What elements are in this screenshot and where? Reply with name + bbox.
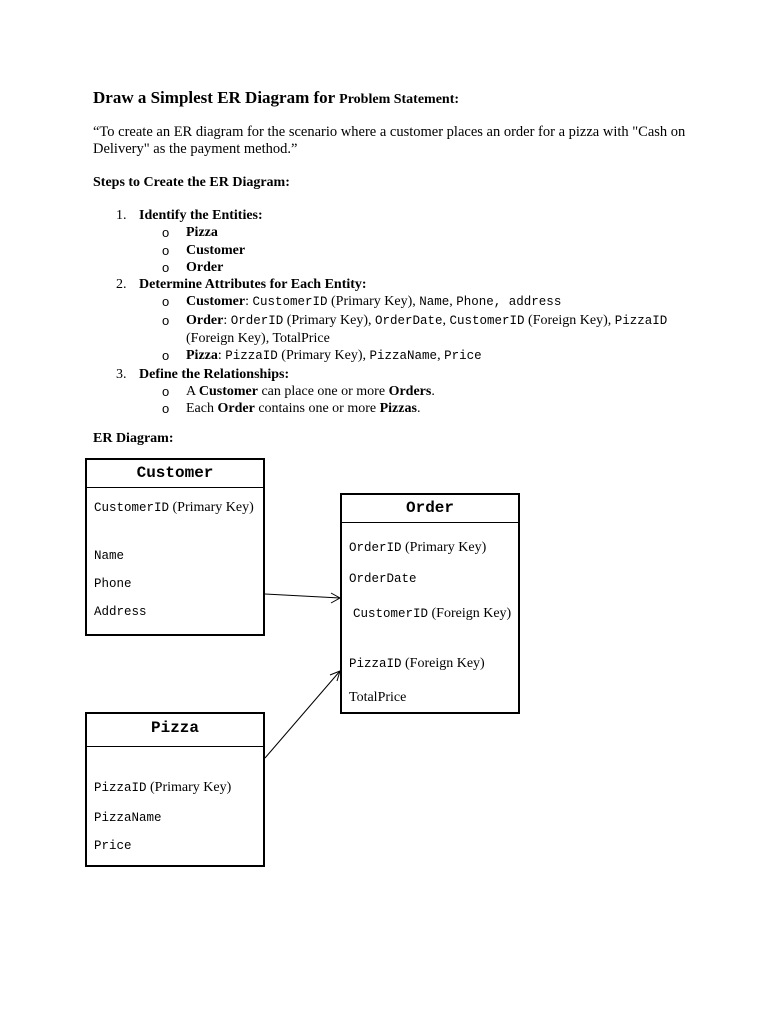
relationship-text: . (431, 383, 435, 399)
title-main: Draw a Simplest ER Diagram for (93, 88, 335, 107)
entity-name: Pizza (186, 225, 218, 241)
entity-name: Customer (186, 242, 246, 258)
entity-attribute (349, 605, 512, 623)
bullet-icon: o (162, 383, 170, 399)
pizza-order-connector (265, 671, 340, 758)
attribute-code: CustomerID (449, 313, 525, 328)
attribute-code: CustomerID (252, 295, 328, 310)
bullet-icon: o (162, 401, 170, 417)
entity-attribute (94, 603, 257, 621)
attribute-code: Name (419, 295, 450, 310)
separator: : (245, 294, 253, 310)
entity-attribute (94, 837, 257, 855)
entity-name: Order (186, 259, 224, 275)
step-number: 2. (116, 277, 127, 293)
step-heading: Define the Relationships: (139, 366, 290, 382)
attribute-code: Price (444, 349, 482, 364)
attribute-code: PizzaName (369, 349, 438, 364)
attribute-note: (Primary Key), (283, 312, 375, 328)
attribute-code: Address (94, 605, 147, 619)
list-item (0, 259, 768, 276)
bullet-icon: o (162, 348, 170, 364)
attribute-note: , (437, 348, 445, 364)
entity-attribute (349, 655, 512, 673)
step-number: 3. (116, 366, 127, 382)
list-item (0, 293, 768, 311)
entity-title: Customer (87, 460, 263, 488)
separator: : (223, 312, 231, 328)
attribute-note: , (442, 312, 450, 328)
relationship-text: Each (186, 401, 218, 417)
title-tail: Problem Statement: (339, 92, 460, 107)
attribute-note: (Primary Key) (146, 780, 232, 795)
step-identify-entities (0, 207, 768, 224)
entity-attribute (94, 575, 257, 593)
problem-statement-quote: “To create an ER diagram for the scenario where a customer places an order for a pizza with "Cash on Delivery" as the payment method.” (93, 124, 686, 157)
attribute-code: OrderDate (349, 572, 417, 586)
entity-attribute (349, 689, 512, 707)
attribute-note: (Foreign Key) (428, 606, 512, 621)
bullet-icon: o (162, 259, 170, 275)
step-determine-attributes (0, 276, 768, 293)
bullet-icon: o (162, 242, 170, 258)
entity-attribute (94, 809, 257, 827)
relationship-text: . (416, 401, 421, 417)
relationship-text: can place one or more (257, 383, 389, 399)
entity-name: Order (217, 401, 255, 417)
list-item (0, 242, 768, 259)
attribute-code: OrderID (230, 313, 284, 328)
entity-name: Pizza (186, 348, 218, 364)
attribute-note: (Primary Key), (327, 294, 420, 310)
attribute-code: PizzaID (349, 657, 402, 671)
attribute-code: Price (94, 839, 132, 853)
customer-order-arrowhead-icon (331, 593, 340, 603)
attribute-note: (Primary Key) (169, 500, 254, 515)
pizza-order-arrowhead-icon (330, 671, 340, 681)
attribute-code: PizzaID (225, 349, 278, 364)
relationship-text: A (186, 383, 199, 399)
entity-name: Orders (388, 383, 432, 399)
attribute-code: Phone (94, 577, 132, 591)
attribute-code: OrderDate (375, 313, 443, 328)
attribute-code: Phone, address (456, 295, 562, 310)
attribute-code: CustomerID (94, 501, 170, 515)
customer-order-connector (265, 594, 340, 598)
attribute-note: TotalPrice (349, 690, 407, 705)
step-define-relationships (0, 366, 768, 383)
attribute-note: (Foreign Key), (524, 312, 615, 328)
step-heading: Identify the Entities: (139, 208, 263, 223)
step-heading: Determine Attributes for Each Entity: (139, 277, 367, 293)
pizza-entity (85, 712, 265, 867)
attribute-code: PizzaID (94, 781, 147, 795)
entity-title: Pizza (87, 714, 263, 747)
attribute-code: OrderID (349, 541, 402, 555)
entity-name: Order (186, 312, 224, 328)
entity-attribute (94, 547, 257, 565)
list-item (0, 224, 768, 241)
attribute-code: CustomerID (353, 607, 429, 621)
relationship-text: contains one or more (254, 401, 380, 417)
attribute-note: (Primary Key), (277, 348, 370, 364)
customer-entity (85, 458, 265, 636)
entity-name: Pizzas (379, 401, 417, 417)
document-title (93, 88, 459, 108)
entity-attribute (349, 539, 512, 557)
entity-name: Customer (198, 383, 258, 399)
entity-attribute (349, 570, 512, 588)
attribute-note: (Foreign Key) (401, 656, 485, 671)
bullet-icon: o (162, 225, 170, 241)
attribute-note: , (449, 294, 457, 310)
attribute-note: (Primary Key) (401, 540, 487, 555)
order-entity (340, 493, 520, 714)
list-item (0, 347, 768, 365)
entity-title: Order (342, 495, 518, 523)
entity-attribute (94, 779, 257, 797)
bullet-icon: o (162, 294, 170, 310)
entity-attribute (94, 499, 257, 517)
list-item (0, 400, 768, 417)
attribute-code: PizzaName (94, 811, 162, 825)
attribute-code: PizzaID (614, 313, 668, 328)
attribute-code: Name (94, 549, 125, 563)
separator: : (217, 348, 226, 364)
step-number: 1. (116, 208, 127, 223)
list-item (0, 312, 768, 348)
list-item (0, 383, 768, 400)
entity-name: Customer (186, 294, 246, 310)
steps-heading: Steps to Create the ER Diagram: (93, 175, 290, 190)
attribute-note: (Foreign Key), TotalPrice (186, 331, 330, 347)
steps-list (0, 207, 768, 418)
bullet-icon: o (162, 312, 170, 328)
er-diagram-heading: ER Diagram: (93, 431, 174, 446)
